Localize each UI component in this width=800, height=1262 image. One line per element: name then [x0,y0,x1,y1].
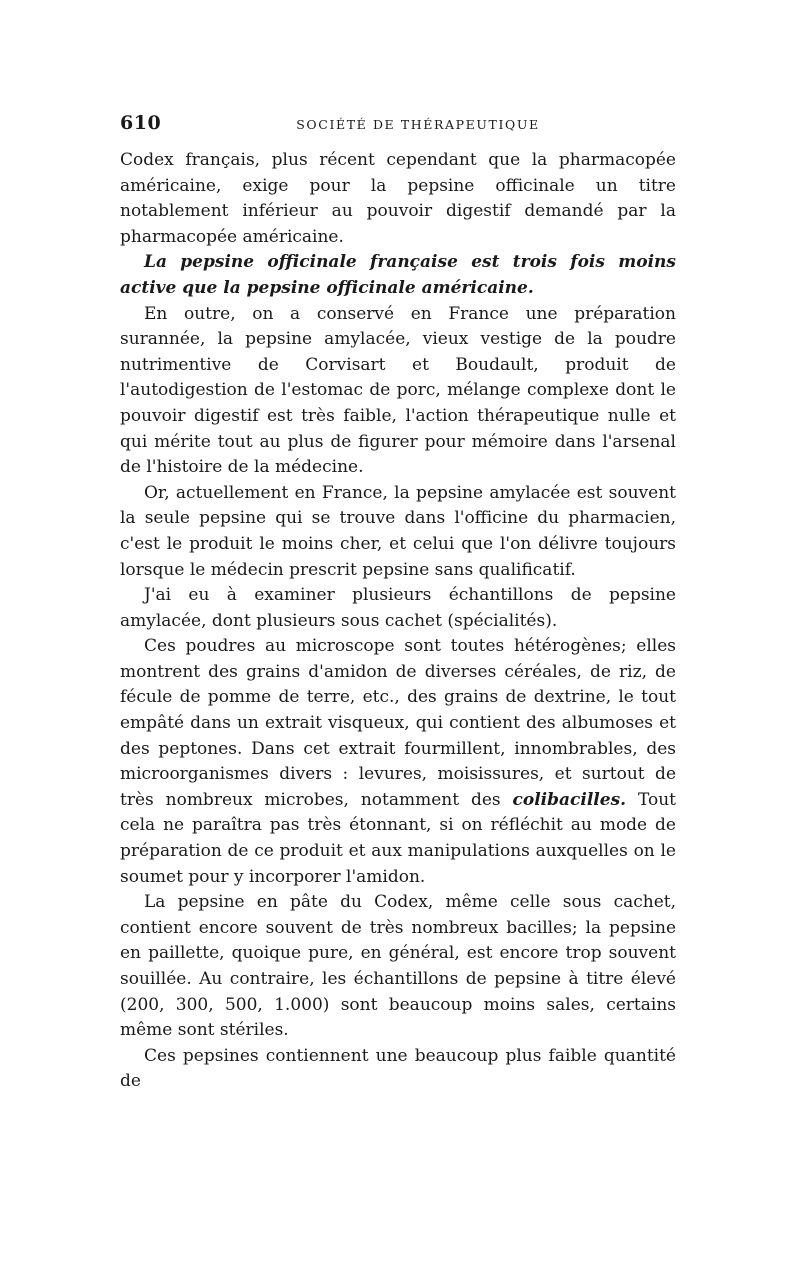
paragraph: Or, actuellement en France, la pepsine amylacée est souvent la seule pepsine qui se trouve dans l'officine du pharmacien, c'est le produit le moins cher, et celui que l'on délivre toujours lorsque le médecin prescrit pepsine sans qualificatif. [120,482,676,580]
paragraph [120,634,676,890]
paragraph-text: Tout cela ne paraîtra pas très étonnant, si on réfléchit au mode de préparation de ce produit et aux manipulations auxquelles on le soumet pour y incorporer l'amidon. [120,789,676,887]
paragraph-text: Ces poudres au microscope sont toutes hétérogènes; elles montrent des grains d'amidon de diverses céréales, de riz, de fécule de pomme de terre, etc., des grains de dextrine, le tout empâté dans un extrait visqueux, qui contient des albumoses et des peptones. Dans cet extrait fourmillent, innombrables, des microorganismes divers : levures, moisissures, et surtout de très nombreux microbes, notamment des [120,636,676,810]
paragraph: J'ai eu à examiner plusieurs échantillons de pepsine amylacée, dont plusieurs sous cachet (spécialités). [120,585,676,631]
paragraph: Ces pepsines contiennent une beaucoup plus faible quantité de [120,1045,676,1092]
book-page [120,112,676,1095]
running-header [120,112,676,142]
emphasized-term: colibacilles. [512,789,627,810]
paragraph: La pepsine en pâte du Codex, même celle sous cachet, contient encore souvent de très nombreux bacilles; la pepsine en paillette, quoique pure, en général, est encore trop souvent souillée. Au contraire, les échantillons de pepsine à titre élevé (200, 300, 500, 1.000) sont beaucoup moins sales, certains même sont stériles. [120,892,676,1041]
paragraph: Codex français, plus récent cependant que la pharmacopée américaine, exige pour la pepsine officinale un titre notablement inférieur au pouvoir digestif demandé par la pharmacopée américaine. [120,150,676,247]
emphasized-paragraph: La pepsine officinale française est trois fois moins active que la pepsine officinale américaine. [120,252,676,298]
paragraph: En outre, on a conservé en France une préparation surannée, la pepsine amylacée, vieux vestige de la poudre nutrimentive de Corvisart et Boudault, produit de l'autodigestion de l'estomac de porc, mélange complexe dont le pouvoir digestif est très faible, l'action thérapeutique nulle et qui mérite tout au plus de figurer pour mémoire dans l'arsenal de l'histoire de la médecine. [120,303,676,478]
body-text [120,148,676,1095]
running-title: SOCIÉTÉ DE THÉRAPEUTIQUE [296,117,540,132]
page-number: 610 [120,112,162,134]
